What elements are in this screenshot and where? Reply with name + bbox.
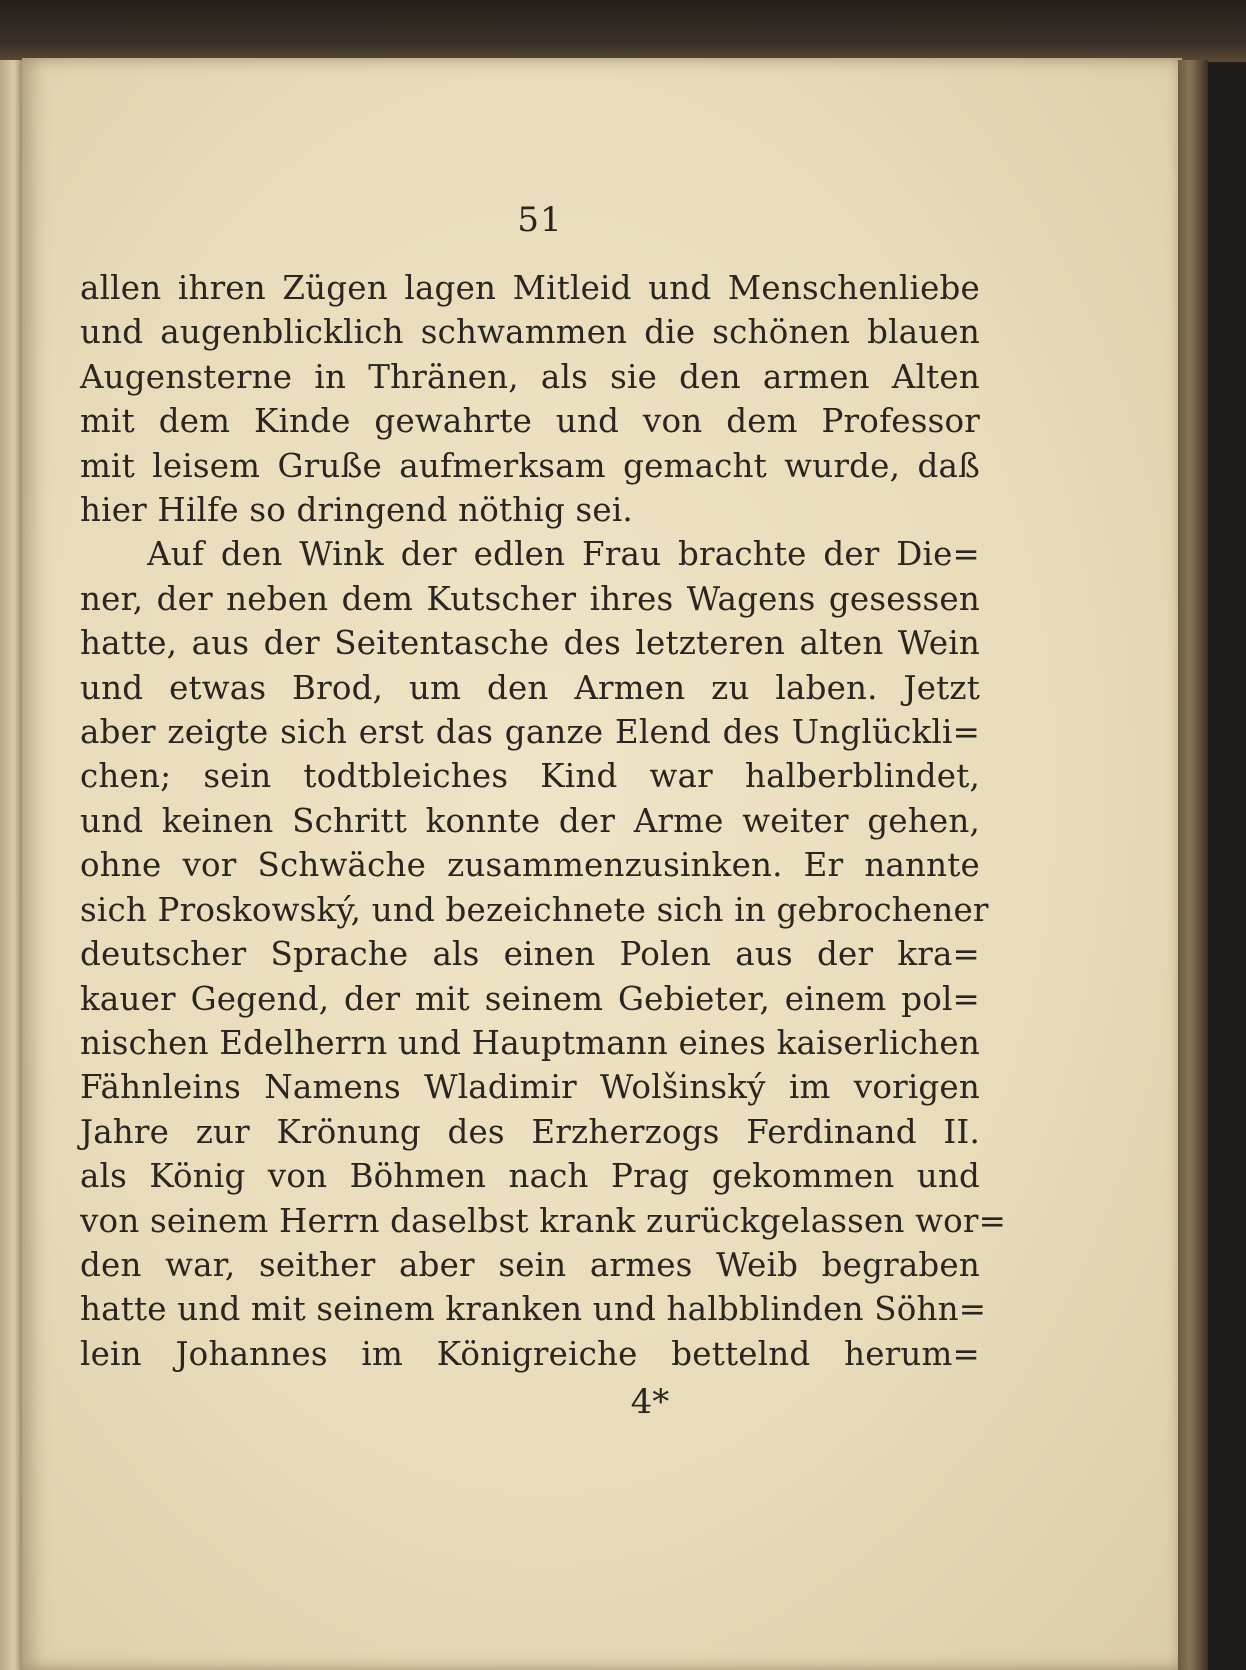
text-line: ohne vor Schwäche zusammenzusinken. Er nannte bbox=[80, 846, 980, 885]
text-line: und etwas Brod, um den Armen zu laben. Jetzt bbox=[80, 668, 980, 707]
text-line: kauer Gegend, der mit seinem Gebieter, einem pol= bbox=[80, 979, 980, 1018]
left-page-edge bbox=[0, 60, 24, 1670]
text-line: hatte, aus der Seitentasche des letzteren alten Wein bbox=[80, 624, 980, 663]
page-text-block bbox=[80, 200, 1007, 1423]
signature-mark: 4* bbox=[630, 1382, 670, 1423]
text-line: ner, der neben dem Kutscher ihres Wagens gesessen bbox=[80, 579, 980, 618]
text-line: von seinem Herrn daselbst krank zurückgelassen wor= bbox=[80, 1201, 1007, 1240]
book-cover-top bbox=[0, 0, 1246, 62]
text-line: mit leisem Gruße aufmerksam gemacht wurde, daß bbox=[80, 446, 980, 485]
right-page-edge bbox=[1178, 60, 1208, 1670]
text-line: und augenblicklich schwammen die schönen blauen bbox=[80, 313, 980, 352]
text-line: lein Johannes im Königreiche bettelnd herum= bbox=[80, 1334, 980, 1373]
text-line: Auf den Wink der edlen Frau brachte der Die= bbox=[80, 535, 980, 574]
text-line: chen; sein todtbleiches Kind war halberblindet, bbox=[80, 757, 980, 796]
text-line: mit dem Kinde gewahrte und von dem Professor bbox=[80, 402, 980, 441]
text-line: hatte und mit seinem kranken und halbblinden Söhn= bbox=[80, 1290, 987, 1329]
text-line: sich Proskowský, und bezeichnete sich in gebrochener bbox=[80, 890, 989, 929]
page-number: 51 bbox=[517, 200, 563, 240]
text-line: deutscher Sprache als einen Polen aus der kra= bbox=[80, 935, 980, 974]
text-line: den war, seither aber sein armes Weib begraben bbox=[80, 1245, 980, 1284]
text-line: Augensterne in Thränen, als sie den armen Alten bbox=[80, 357, 980, 396]
text-line: aber zeigte sich erst das ganze Elend des Unglückli= bbox=[80, 713, 980, 752]
text-line: hier Hilfe so dringend nöthig sei. bbox=[80, 491, 633, 530]
text-line: Fähnleins Namens Wladimir Wolšinský im vorigen bbox=[80, 1068, 980, 1107]
text-line: nischen Edelherrn und Hauptmann eines kaiserlichen bbox=[80, 1023, 980, 1062]
text-line: Jahre zur Krönung des Erzherzogs Ferdinand II. bbox=[80, 1112, 980, 1151]
text-line: und keinen Schritt konnte der Arme weiter gehen, bbox=[80, 801, 980, 840]
text-line: als König von Böhmen nach Prag gekommen und bbox=[80, 1157, 980, 1196]
text-line: allen ihren Zügen lagen Mitleid und Menschenliebe bbox=[80, 269, 980, 307]
